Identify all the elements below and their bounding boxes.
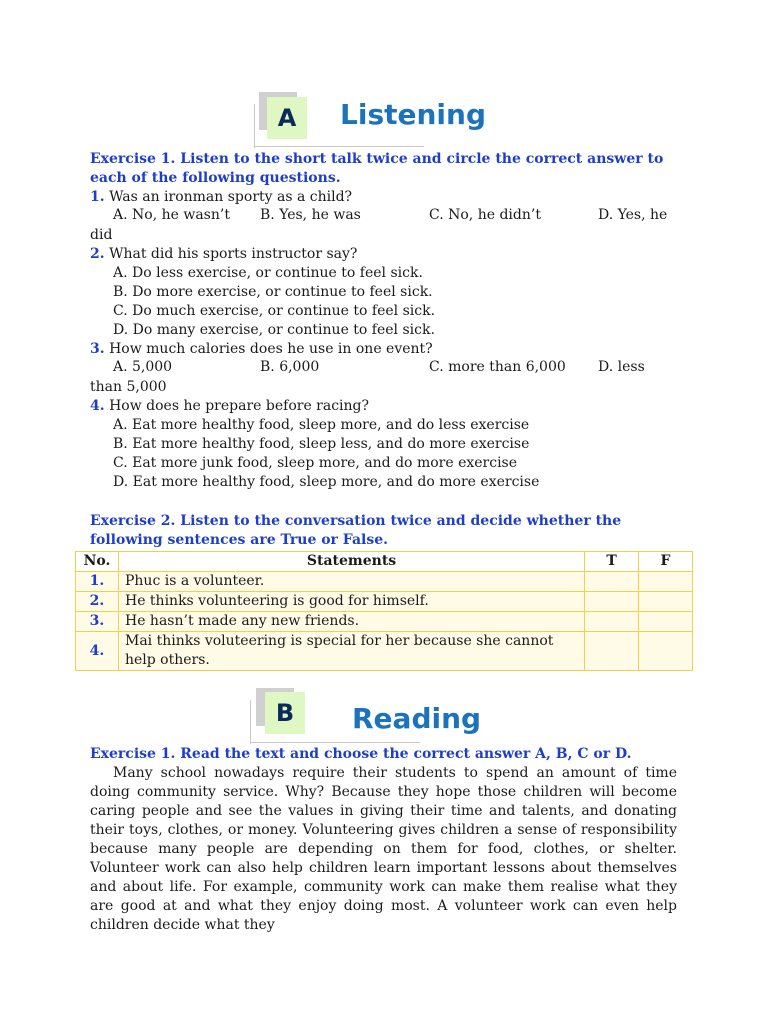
- option-c: C. Eat more junk food, sleep more, and do more exercise: [113, 455, 518, 471]
- question-3-options: [90, 359, 680, 378]
- table-row: [76, 592, 693, 612]
- false-cell[interactable]: [639, 632, 693, 671]
- exercise-1-title: Exercise 1. Listen to the short talk twice and circle the correct answer to each of the following questions.: [90, 151, 664, 186]
- option-d: D. less: [598, 359, 645, 375]
- question-text: Was an ironman sporty as a child?: [109, 189, 353, 205]
- row-number: 1.: [76, 572, 119, 592]
- statement-cell: He hasn’t made any new friends.: [118, 612, 584, 632]
- true-false-table: [75, 551, 693, 671]
- section-a-title: Listening: [340, 98, 486, 131]
- option-c: C. more than 6,000: [429, 359, 566, 375]
- option-d: D. Eat more healthy food, sleep more, and do more exercise: [113, 474, 540, 490]
- statement-cell: He thinks volunteering is good for himself.: [118, 592, 584, 612]
- question-2: [90, 245, 680, 264]
- section-b-badge: B: [265, 692, 305, 734]
- option-d: D. Do many exercise, or continue to feel sick.: [113, 322, 435, 338]
- question-text: How much calories does he use in one event?: [109, 341, 433, 357]
- option-wrap: did: [90, 227, 113, 243]
- table-row: [76, 572, 693, 592]
- row-number: 3.: [76, 612, 119, 632]
- divider: [254, 104, 255, 148]
- option-b: B. Eat more healthy food, sleep less, and do more exercise: [113, 436, 530, 452]
- table-header-row: [76, 552, 693, 572]
- divider: [254, 146, 424, 147]
- option-a: A. No, he wasn’t: [113, 207, 230, 223]
- header-true: T: [585, 552, 639, 572]
- true-cell[interactable]: [585, 632, 639, 671]
- question-number: 1.: [90, 189, 105, 205]
- reading-exercise-1: [90, 745, 680, 764]
- row-number: 4.: [76, 632, 119, 671]
- table-row: [76, 632, 693, 671]
- false-cell[interactable]: [639, 612, 693, 632]
- header-false: F: [639, 552, 693, 572]
- option-a: A. Do less exercise, or continue to feel sick.: [113, 265, 423, 281]
- row-number: 2.: [76, 592, 119, 612]
- divider: [250, 700, 251, 744]
- option-c: C. Do much exercise, or continue to feel sick.: [113, 303, 436, 319]
- question-number: 4.: [90, 398, 105, 414]
- option-a: A. Eat more healthy food, sleep more, and do less exercise: [113, 417, 530, 433]
- false-cell[interactable]: [639, 592, 693, 612]
- false-cell[interactable]: [639, 572, 693, 592]
- section-a-badge: A: [267, 97, 307, 139]
- statement-cell: Mai thinks voluteering is special for her because she cannot help others.: [118, 632, 584, 671]
- true-cell[interactable]: [585, 592, 639, 612]
- option-c: C. No, he didn’t: [429, 207, 541, 223]
- question-3: [90, 340, 680, 359]
- option-b: B. Yes, he was: [260, 207, 361, 223]
- header-statements: Statements: [118, 552, 584, 572]
- option-b: B. 6,000: [260, 359, 320, 375]
- true-cell[interactable]: [585, 612, 639, 632]
- divider: [250, 742, 420, 743]
- reading-passage: Many school nowadays require their students to spend an amount of time doing community service. Why? Because they hope those children will become caring people and see the values in giving their time and talents, and donating their toys, clothes, or money. Volunteering gives children a sense of responsibility because many people are depending on them for food, clothes, or shelter. Volunteer work can also help children learn important lessons about themselves and about life. For example, community work can make them realise what they are good at and what they enjoy doing most. A volunteer work can even help children decide what they: [90, 765, 677, 933]
- question-number: 3.: [90, 341, 105, 357]
- option-wrap: than 5,000: [90, 379, 167, 395]
- question-4: [90, 397, 680, 416]
- reading-exercise-title: Exercise 1. Read the text and choose the correct answer A, B, C or D.: [90, 746, 632, 762]
- option-b: B. Do more exercise, or continue to feel sick.: [113, 284, 433, 300]
- exercise-2-title: Exercise 2. Listen to the conversation twice and decide whether the following sentences are True or False.: [90, 513, 622, 548]
- question-1-options: [90, 207, 680, 226]
- option-d: D. Yes, he: [598, 207, 668, 223]
- true-cell[interactable]: [585, 572, 639, 592]
- question-1: [90, 188, 680, 207]
- listening-exercise-2: [90, 512, 680, 550]
- header-no: No.: [76, 552, 119, 572]
- table-row: [76, 612, 693, 632]
- section-b-title: Reading: [352, 702, 482, 735]
- statement-cell: Phuc is a volunteer.: [118, 572, 584, 592]
- question-number: 2.: [90, 246, 105, 262]
- question-text: How does he prepare before racing?: [109, 398, 370, 414]
- option-a: A. 5,000: [113, 359, 173, 375]
- question-text: What did his sports instructor say?: [109, 246, 358, 262]
- listening-exercise-1: [90, 150, 680, 492]
